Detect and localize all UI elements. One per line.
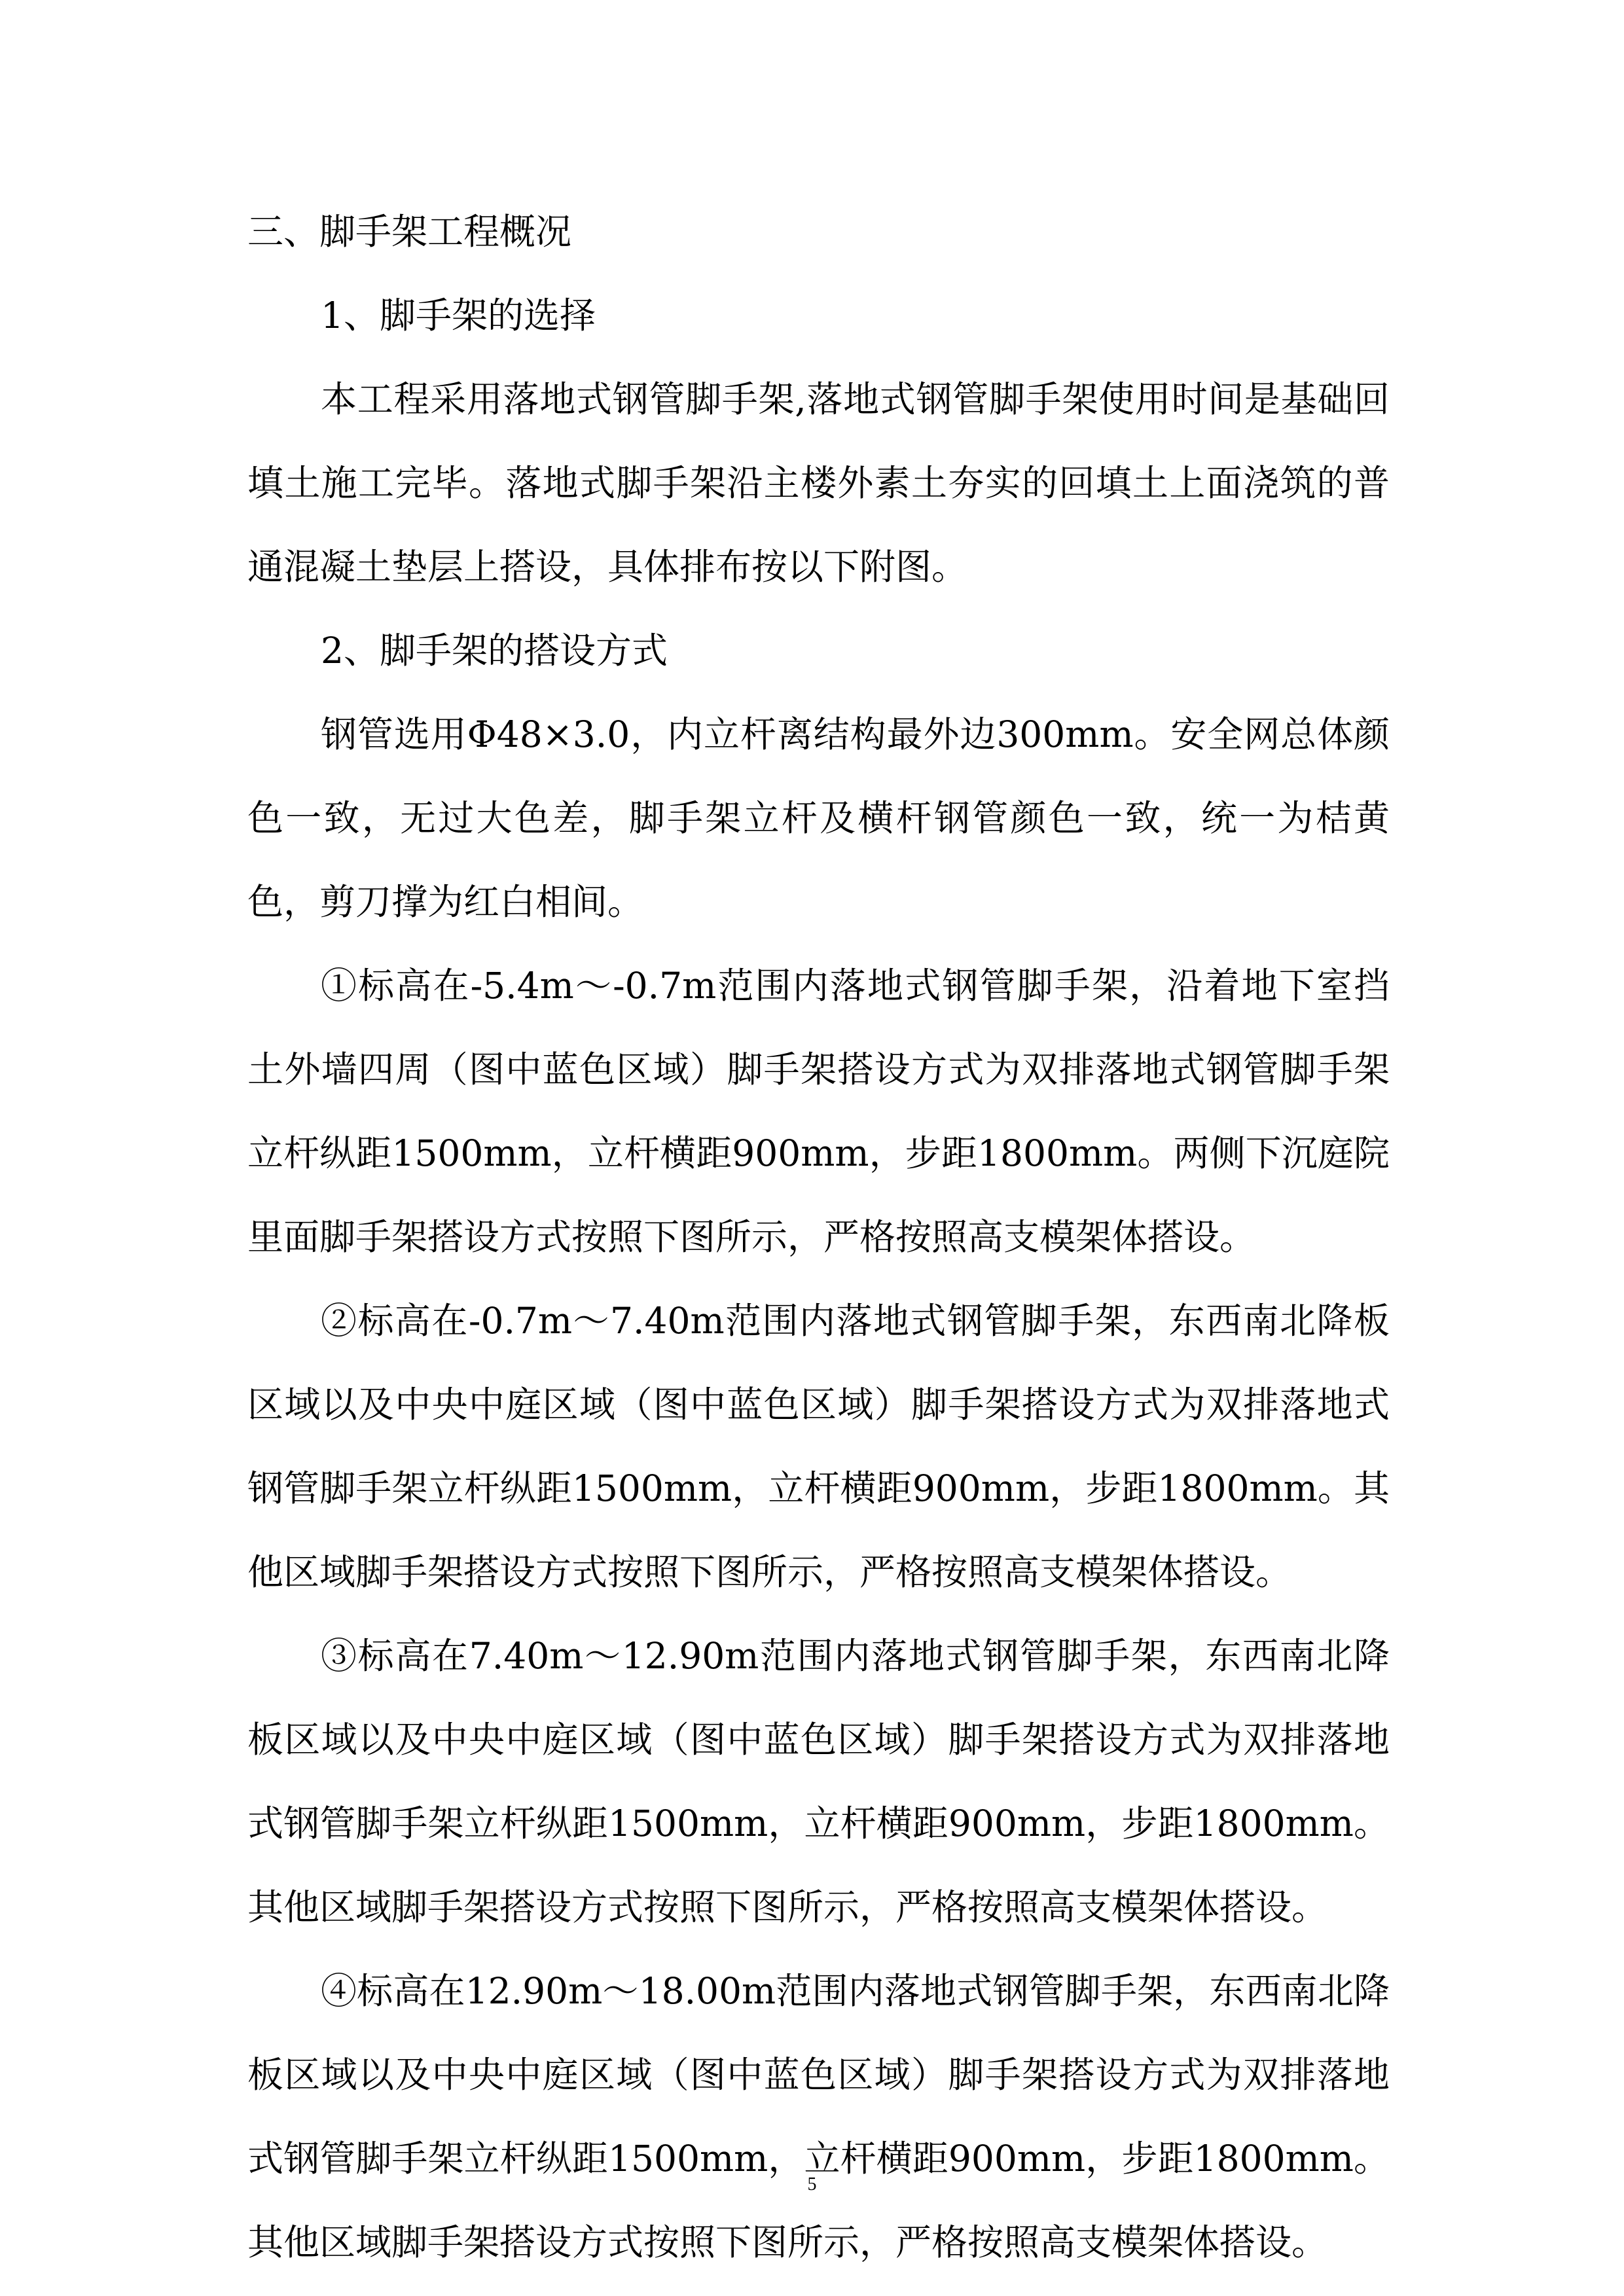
- subsection-1-paragraph: 本工程采用落地式钢管脚手架,落地式钢管脚手架使用时间是基础回填土施工完毕。落地式脚手架沿主楼外素土夯实的回填土上面浇筑的普通混凝土垫层上搭设，具体排布按以下附图。: [247, 378, 1390, 588]
- page-number: 5: [807, 2174, 817, 2195]
- elevation-item-1: ①标高在-5.4m～-0.7m范围内落地式钢管脚手架，沿着地下室挡土外墙四周（图中蓝色区域）脚手架搭设方式为双排落地式钢管脚手架立杆纵距1500mm，立杆横距900mm，步距1800mm。两侧下沉庭院里面脚手架搭设方式按照下图所示，严格按照高支模架体搭设。: [247, 965, 1390, 1258]
- subsection-1-title: 1、脚手架的选择: [321, 295, 596, 336]
- elevation-item-2: ②标高在-0.7m～7.40m范围内落地式钢管脚手架，东西南北降板区域以及中央中庭区域（图中蓝色区域）脚手架搭设方式为双排落地式钢管脚手架立杆纵距1500mm，立杆横距900mm，步距1800mm。其他区域脚手架搭设方式按照下图所示，严格按照高支模架体搭设。: [247, 1300, 1390, 1593]
- elevation-item-4: ④标高在12.90m～18.00m范围内落地式钢管脚手架，东西南北降板区域以及中央中庭区域（图中蓝色区域）脚手架搭设方式为双排落地式钢管脚手架立杆纵距1500mm，立杆横距900mm，步距1800mm。其他区域脚手架搭设方式按照下图所示，严格按照高支模架体搭设。: [247, 1970, 1390, 2263]
- subsection-2-title: 2、脚手架的搭设方式: [321, 630, 668, 672]
- elevation-item-3: ③标高在7.40m～12.90m范围内落地式钢管脚手架，东西南北降板区域以及中央中庭区域（图中蓝色区域）脚手架搭设方式为双排落地式钢管脚手架立杆纵距1500mm，立杆横距900mm，步距1800mm。其他区域脚手架搭设方式按照下图所示，严格按照高支模架体搭设。: [247, 1635, 1390, 1928]
- subsection-2-paragraph: 钢管选用Φ48×3.0，内立杆离结构最外边300mm。安全网总体颜色一致，无过大色差，脚手架立杆及横杆钢管颜色一致，统一为桔黄色，剪刀撑为红白相间。: [247, 713, 1390, 923]
- section-title: 三、脚手架工程概况: [247, 211, 572, 253]
- page-body: [247, 190, 1390, 2284]
